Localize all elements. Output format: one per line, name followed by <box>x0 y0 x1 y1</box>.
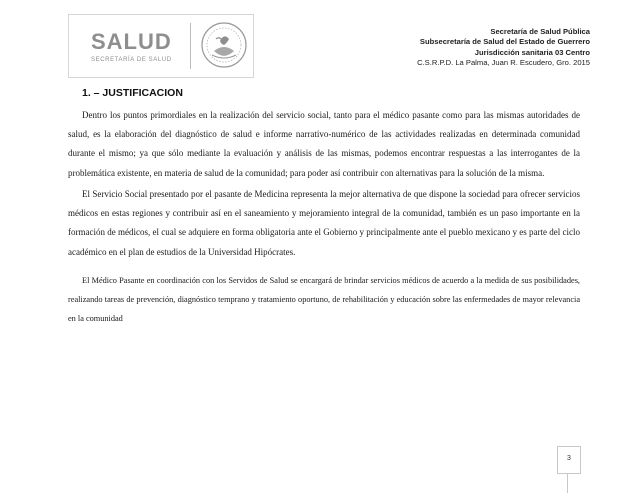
page-number: 3 <box>567 455 571 462</box>
paragraph-2: El Servicio Social presentado por el pasante de Medicina representa la mejor alternativa de que dispone la sociedad para ofrecer servicios médicos en estas regiones y contribuir así en el saneamiento y mejoramiento integral de la comunidad, también es un paso importante en la formación de médicos, el cual se adquiere en forma obligatoria ante el Gobierno y principalmente ante el pueblo mexicano y es parte del ciclo académico en el plan de estudios de la Universidad Hipócrates. <box>68 189 580 257</box>
salud-logo <box>68 14 254 78</box>
page-number-line <box>567 474 568 493</box>
page-number-box <box>557 446 581 474</box>
logo-word: SALUD <box>91 29 172 54</box>
section-heading: 1. – JUSTIFICACION <box>82 87 183 99</box>
header-line-1: Secretaría de Salud Pública <box>490 27 590 36</box>
logo-subtitle: SECRETARÍA DE SALUD <box>91 57 172 63</box>
header-line-2: Subsecretaría de Salud del Estado de Guerrero <box>419 37 590 47</box>
logo-divider <box>190 23 191 69</box>
mexico-seal-icon <box>200 21 248 69</box>
paragraph-3: El Médico Pasante en coordinación con los Servidos de Salud se encargará de brindar servicios médicos de acuerdo a la medida de sus posibilidades, realizando tareas de prevención, diagnóstico temprano y tratamiento oportuno, de rehabilitación y educación sobre las enfermedades de mayor relevancia en la comunidad <box>68 276 580 324</box>
paragraph-1: Dentro los puntos primordiales en la realización del servicio social, tanto para el médico pasante como para las mismas autoridades de salud, es la elaboración del diagnóstico de salud e informe narrativo-numérico de las actividades realizadas en determinada comunidad durante el mismo; ya que sólo mediante la evaluación y análisis de las mismas, podemos encontrar respuestas a las interrogantes de la problemática existente, en materia de salud de la comunidad; para poder así contribuir con alternativas para la solución de la misma. <box>68 110 580 178</box>
header-line-3: Jurisdicción sanitaria 03 Centro <box>474 47 590 57</box>
institution-header <box>417 27 590 69</box>
header-line-4: C.S.R.P.D. La Palma, Juan R. Escudero, Gro. 2015 <box>417 58 590 68</box>
